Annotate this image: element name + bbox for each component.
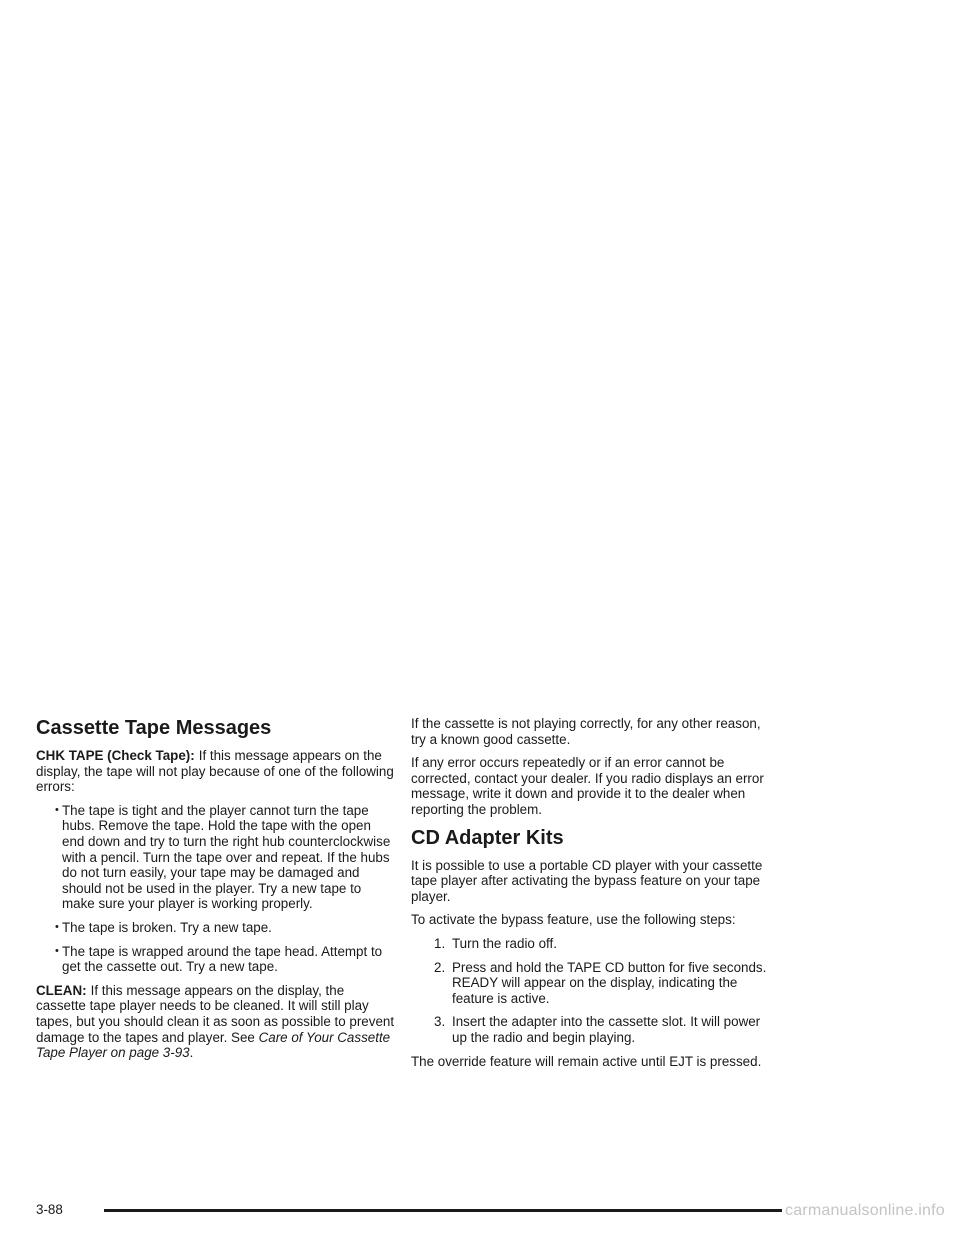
clean-term: CLEAN: [36,982,87,998]
list-item-text: The tape is broken. Try a new tape. [62,919,272,935]
step-number: 1. [434,935,446,951]
step-number: 3. [434,1014,446,1030]
step-item [411,936,771,952]
section-heading-cd-adapter: CD Adapter Kits [411,826,564,849]
list-item-text: The tape is tight and the player cannot turn the tape hubs. Remove the tape. Hold the tape with the open end down and try to turn the right hub counterclockwise with a pencil. Turn the tape over and repeat. If the hubs do not turn easily, your tape may be damaged and should not be used in the player. Try a new tape to make sure your player is working properly. [62,802,391,912]
left-column [36,716,396,1069]
chk-tape-term: CHK TAPE (Check Tape): [36,748,195,763]
paragraph-portable-cd: It is possible to use a portable CD player with your cassette tape player after activating the bypass feature on your tape player. [411,857,763,904]
list-item [36,803,396,912]
bullet-icon: • [55,944,59,957]
steps-list [411,936,771,1046]
paragraph-steps-intro: To activate the bypass feature, use the following steps: [411,912,736,928]
watermark-text: carmanualsonline.info [785,1202,945,1219]
paragraph-known-good: If the cassette is not playing correctly, for any other reason, try a known good cassette. [411,716,761,747]
step-number: 2. [434,959,446,975]
step-text: Press and hold the TAPE CD button for five seconds. READY will appear on the display, indicating the feature is active. [452,959,767,1006]
error-list [36,803,396,975]
paragraph-error-repeat: If any error occurs repeatedly or if an error cannot be corrected, contact your dealer. If you radio displays an error message, write it down and provide it to the dealer when reporting the problem. [411,755,764,817]
list-item [36,944,396,975]
clean-text: If this message appears on the display, the cassette tape player needs to be cleaned. It will still play tapes, but you should clean it as soon as possible to prevent damage to the tapes and player. See [36,982,395,1045]
right-column [411,716,771,1077]
clean-end: . [189,1045,194,1061]
paragraph-override: The override feature will remain active until EJT is pressed. [411,1053,762,1069]
bullet-icon: • [55,803,59,816]
step-text: Insert the adapter into the cassette slot. It will power up the radio and begin playing. [452,1014,761,1045]
list-item [36,920,396,936]
care-cross-reference-link[interactable]: Care of Your Cassette Tape Player on page 3-93 [36,1029,391,1061]
step-text: Turn the radio off. [452,935,557,951]
chk-tape-paragraph [36,748,396,795]
page-number: 3-88 [36,1202,63,1217]
footer-rule [104,1209,782,1212]
step-item [411,1014,771,1045]
section-heading-cassette: Cassette Tape Messages [36,717,272,739]
bullet-icon: • [55,920,59,933]
step-item [411,960,771,1007]
clean-paragraph [36,983,396,1061]
list-item-text: The tape is wrapped around the tape head. Attempt to get the cassette out. Try a new tape. [62,943,383,975]
chk-tape-text: If this message appears on the display, the tape will not play because of one of the following errors: [36,748,394,795]
